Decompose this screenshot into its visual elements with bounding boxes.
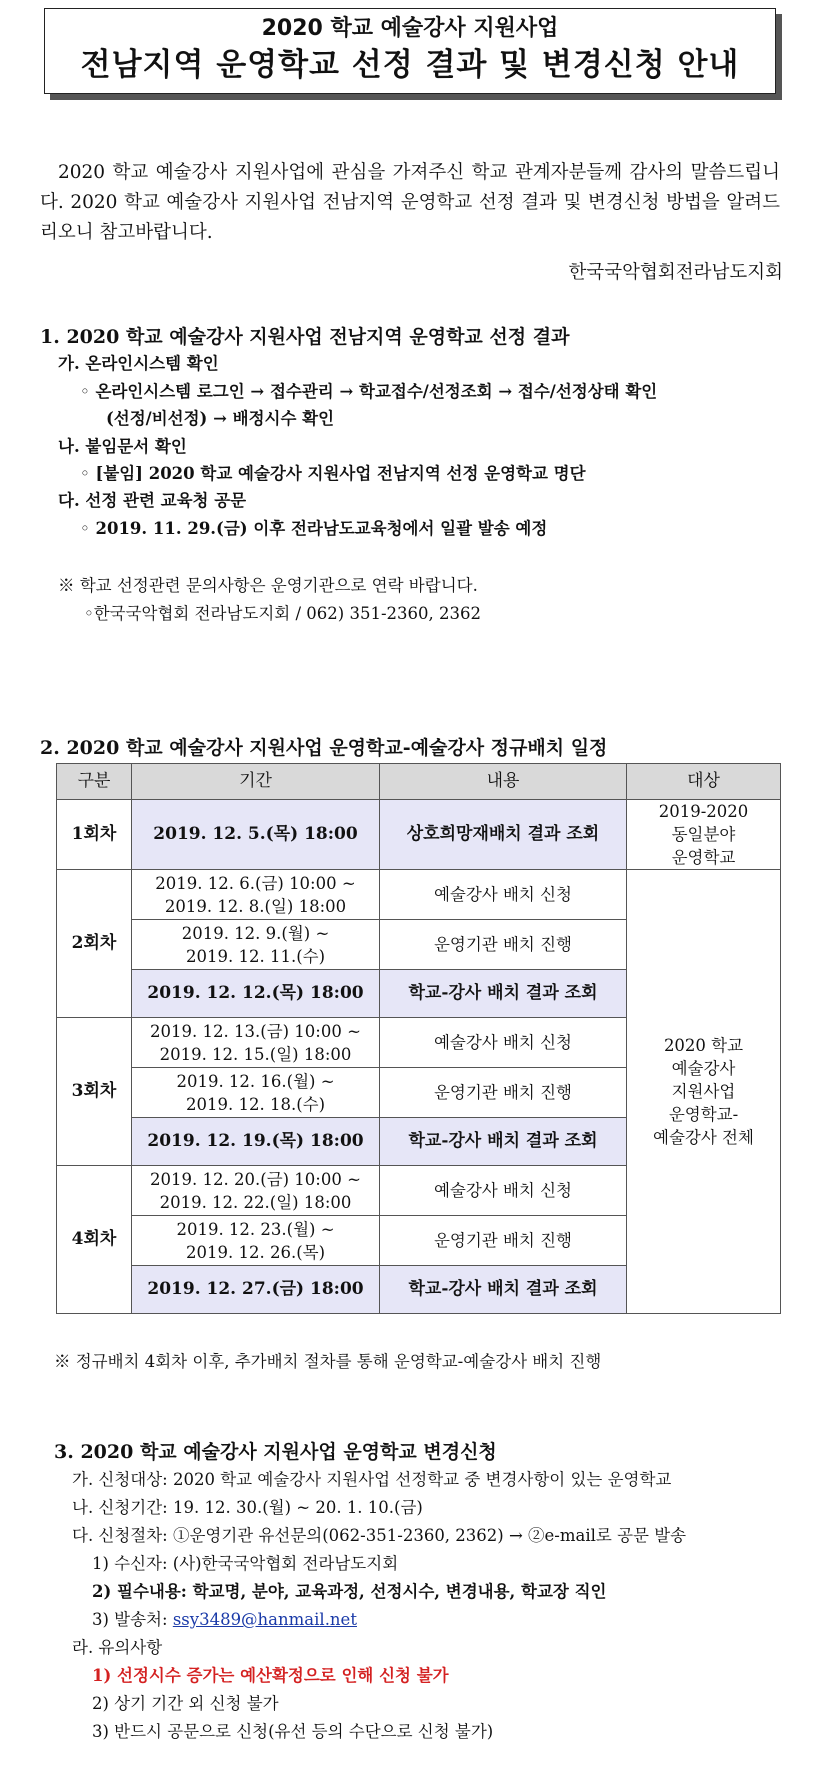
content-cell: 학교-강사 배치 결과 조회: [380, 970, 627, 1018]
content-cell: 상호희망재배치 결과 조회: [380, 800, 627, 870]
section2-note: ※ 정규배치 4회차 이후, 추가배치 절차를 통해 운영학교-예술강사 배치 진행: [54, 1352, 602, 1371]
title-box: [44, 8, 776, 94]
section3-da3-label: 3) 발송처:: [92, 1610, 173, 1629]
period-cell: 2019. 12. 20.(금) 10:00 ~ 2019. 12. 22.(일) 18:00: [132, 1166, 380, 1216]
round-label: 1회차: [57, 800, 132, 870]
section3-da: 다. 신청절차: ①운영기관 유선문의(062-351-2360, 2362) → ②e-mail로 공문 발송: [72, 1526, 687, 1545]
target-cell-round1: 2019-2020 동일분야 운영학교: [627, 800, 781, 870]
title-line1: 2020 학교 예술강사 지원사업: [261, 16, 559, 41]
section3-ra2: 2) 상기 기간 외 신청 불가: [92, 1694, 279, 1713]
section1-ga-item-line1: ◦ 온라인시스템 로그인 → 접수관리 → 학교접수/선정조회 → 접수/선정상태 확인: [80, 382, 658, 401]
section1-ga: 가. 온라인시스템 확인: [58, 354, 219, 373]
section2-heading: 2. 2020 학교 예술강사 지원사업 운영학교-예술강사 정규배치 일정: [40, 737, 608, 759]
content-cell: 운영기관 배치 진행: [380, 1068, 627, 1118]
section3-da3: [92, 1605, 357, 1634]
period-cell: 2019. 12. 23.(월) ~ 2019. 12. 26.(목): [132, 1216, 380, 1266]
content-cell: 예술강사 배치 신청: [380, 870, 627, 920]
header-content: 내용: [380, 764, 627, 800]
section1-heading: 1. 2020 학교 예술강사 지원사업 전남지역 운영학교 선정 결과: [40, 326, 570, 348]
header-target: 대상: [627, 764, 781, 800]
schedule-table: [56, 763, 781, 1314]
intro-paragraph: 2020 학교 예술강사 지원사업에 관심을 가져주신 학교 관계자분들께 감사의 말씀드립니다. 2020 학교 예술강사 지원사업 전남지역 운영학교 선정 결과 및 변경신청 방법을 알려드리오니 참고바랍니다.: [40, 162, 780, 243]
period-cell: 2019. 12. 6.(금) 10:00 ~ 2019. 12. 8.(일) 18:00: [132, 870, 380, 920]
organization-name: 한국국악협회전라남도지회: [568, 262, 783, 283]
section3-ra1: 1) 선정시수 증가는 예산확정으로 인해 신청 불가: [92, 1666, 449, 1685]
section1-ga-item-line2: (선정/비선정) → 배정시수 확인: [106, 409, 335, 428]
section3-heading: 3. 2020 학교 예술강사 지원사업 운영학교 변경신청: [54, 1441, 497, 1463]
round-label: 3회차: [57, 1018, 132, 1166]
section1-da-item: ◦ 2019. 11. 29.(금) 이후 전라남도교육청에서 일괄 발송 예정: [80, 519, 548, 538]
header-period: 기간: [132, 764, 380, 800]
content-cell: 학교-강사 배치 결과 조회: [380, 1118, 627, 1166]
email-link[interactable]: ssy3489@hanmail.net: [172, 1610, 357, 1629]
period-cell: 2019. 12. 9.(월) ~ 2019. 12. 11.(수): [132, 920, 380, 970]
table-row: [57, 800, 781, 870]
section1-na: 나. 붙임문서 확인: [58, 437, 187, 456]
section3-na: 나. 신청기간: 19. 12. 30.(월) ~ 20. 1. 10.(금): [72, 1498, 423, 1517]
title-line2: 전남지역 운영학교 선정 결과 및 변경신청 안내: [80, 47, 740, 83]
table-header-row: [57, 764, 781, 800]
content-cell: 예술강사 배치 신청: [380, 1166, 627, 1216]
target-cell-all: 2020 학교 예술강사 지원사업 운영학교- 예술강사 전체: [627, 870, 781, 1314]
section3-ga: 가. 신청대상: 2020 학교 예술강사 지원사업 선정학교 중 변경사항이 있는 운영학교: [72, 1470, 672, 1489]
section1-note: ※ 학교 선정관련 문의사항은 운영기관으로 연락 바랍니다.: [58, 576, 478, 595]
period-cell: 2019. 12. 13.(금) 10:00 ~ 2019. 12. 15.(일) 18:00: [132, 1018, 380, 1068]
header-gubun: 구분: [57, 764, 132, 800]
section1-da: 다. 선정 관련 교육청 공문: [58, 491, 247, 510]
period-cell: 2019. 12. 19.(목) 18:00: [132, 1118, 380, 1166]
period-cell: 2019. 12. 27.(금) 18:00: [132, 1266, 380, 1314]
table-row: [57, 870, 781, 920]
content-cell: 학교-강사 배치 결과 조회: [380, 1266, 627, 1314]
period-cell: 2019. 12. 5.(목) 18:00: [132, 800, 380, 870]
content-cell: 운영기관 배치 진행: [380, 1216, 627, 1266]
section3-da1: 1) 수신자: (사)한국국악협회 전라남도지회: [92, 1554, 399, 1573]
round-label: 4회차: [57, 1166, 132, 1314]
section3-ra: 라. 유의사항: [72, 1638, 163, 1657]
section1-na-item: ◦ [붙임] 2020 학교 예술강사 지원사업 전남지역 선정 운영학교 명단: [80, 464, 586, 483]
period-cell: 2019. 12. 16.(월) ~ 2019. 12. 18.(수): [132, 1068, 380, 1118]
content-cell: 운영기관 배치 진행: [380, 920, 627, 970]
content-cell: 예술강사 배치 신청: [380, 1018, 627, 1068]
section3-da2: 2) 필수내용: 학교명, 분야, 교육과정, 선정시수, 변경내용, 학교장 직인: [92, 1582, 607, 1601]
section1-contact: ◦한국국악협회 전라남도지회 / 062) 351-2360, 2362: [84, 604, 482, 623]
period-cell: 2019. 12. 12.(목) 18:00: [132, 970, 380, 1018]
section3-ra3: 3) 반드시 공문으로 신청(유선 등의 수단으로 신청 불가): [92, 1722, 494, 1741]
round-label: 2회차: [57, 870, 132, 1018]
